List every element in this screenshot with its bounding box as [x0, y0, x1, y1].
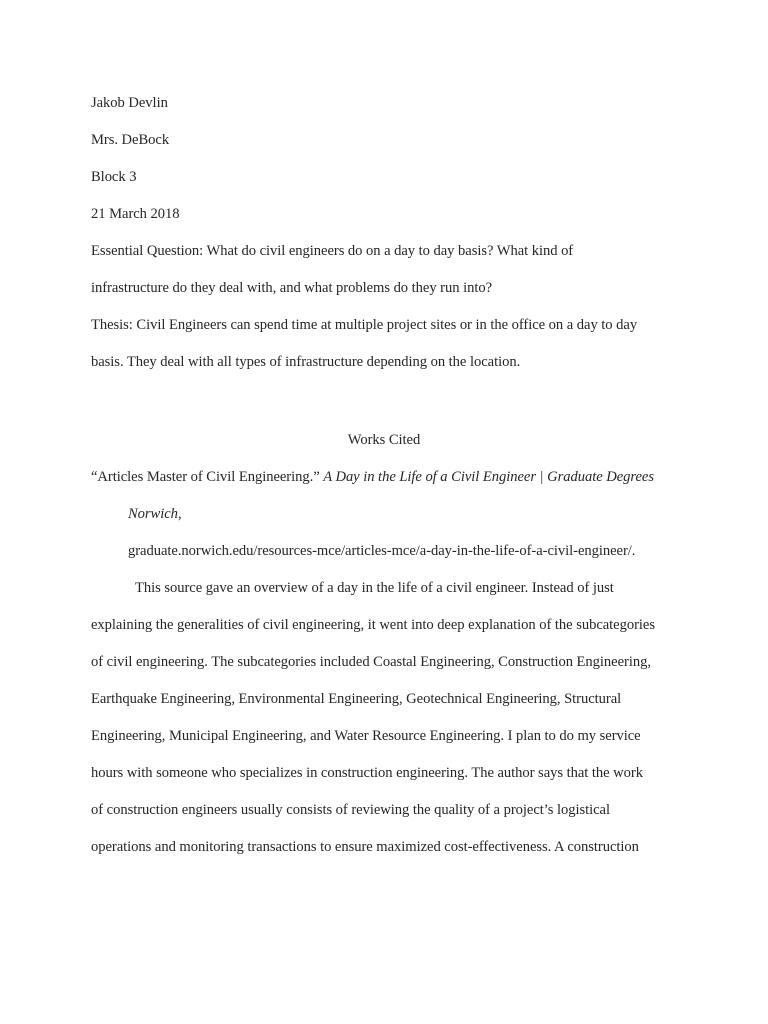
citation-article-title: “Articles Master of Civil Engineering.” — [91, 469, 324, 485]
annotation-line: explaining the generalities of civil engineering, it went into deep explanation of the subcategories — [91, 617, 655, 633]
citation-container-title: A Day in the Life of a Civil Engineer | Graduate Degrees — [323, 469, 654, 485]
annotation-line: hours with someone who specializes in construction engineering. The author says that the work — [91, 765, 643, 781]
annotation-line: This source gave an overview of a day in the life of a civil engineer. Instead of just — [135, 580, 614, 596]
citation-url: graduate.norwich.edu/resources-mce/articles-mce/a-day-in-the-life-of-a-civil-engineer/. — [128, 543, 636, 559]
annotation-line: of construction engineers usually consists of reviewing the quality of a project’s logistical — [91, 802, 610, 818]
document-date: 21 March 2018 — [91, 206, 180, 222]
citation-punctuation: , — [177, 506, 182, 522]
thesis-line: Thesis: Civil Engineers can spend time at multiple project sites or in the office on a day to day — [91, 317, 638, 333]
annotation-line: operations and monitoring transactions to ensure maximized cost-effectiveness. A construction — [91, 839, 639, 855]
citation-publisher: Norwich — [128, 506, 178, 522]
class-block: Block 3 — [91, 169, 137, 185]
citation-first-line — [91, 468, 654, 486]
works-cited-heading: Works Cited — [347, 432, 421, 448]
author-name: Jakob Devlin — [91, 95, 168, 111]
annotation-line: Engineering, Municipal Engineering, and Water Resource Engineering. I plan to do my service — [91, 728, 641, 744]
teacher-name: Mrs. DeBock — [91, 132, 170, 148]
annotation-line: Earthquake Engineering, Environmental Engineering, Geotechnical Engineering, Structural — [91, 691, 622, 707]
citation-second-line — [128, 505, 182, 523]
annotation-line: of civil engineering. The subcategories included Coastal Engineering, Construction Engineering, — [91, 654, 651, 670]
thesis-line: basis. They deal with all types of infrastructure depending on the location. — [91, 354, 521, 370]
essential-question-line: infrastructure do they deal with, and what problems do they run into? — [91, 280, 493, 296]
essential-question-line: Essential Question: What do civil engineers do on a day to day basis? What kind of — [91, 243, 574, 259]
